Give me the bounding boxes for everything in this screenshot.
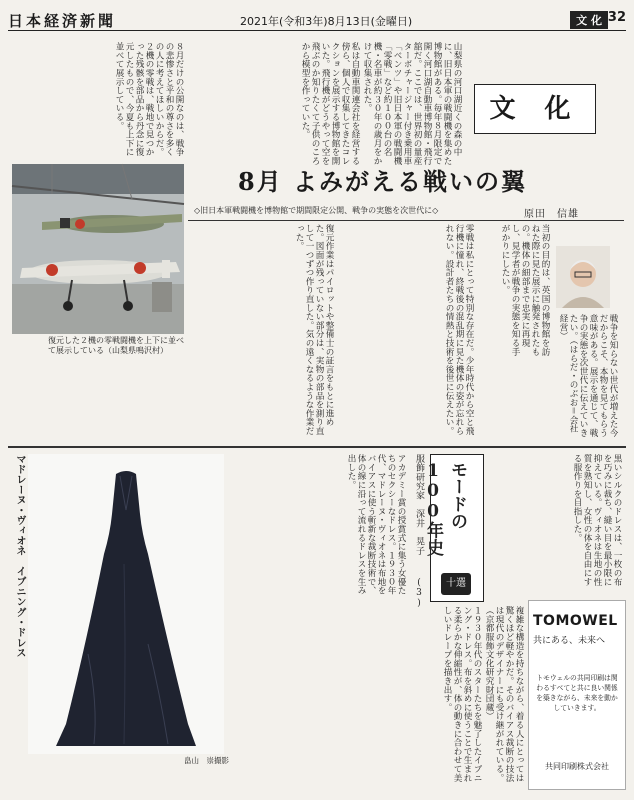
body-column: 山梨県の河口湖近くの森の中に、旧日本軍の戦闘機を集めた博物館がある。毎年８月限定で開く河口湖自動車博物館・飛行舘だ。ここでは、世界初の量産ターボチャージャー付き乗用車「ベンツ」や旧日本軍の戦闘機「零戦」など約１００台の名機・名車が約３０年の歳月をかけて収集された。 [362,42,462,166]
page-header [8,8,626,31]
body-column: 戦争を知らない世代が増えた今だからこそ、本物を見てもらう意味がある。展示を通じて、戦争の実態を次世代に伝えていきたい。（はらだ・のぶお＝会社経営） [558,314,618,438]
evening-dress-illustration [28,454,224,754]
byline: 原田 信雄 [524,209,579,220]
body-column: 復元作業はパイロットや整備士の証言をもとに進めた。図面が残っていない部分は、実物の部品を測り直して一つずつ作り直した。気の遠くなるような作業だった。 [294,224,334,436]
body-column: 複雑な構造を持ちながら、着る人にとっては驚くほど軽やかだ。そのバイアス裁断の技法は現代のデザイナーにも受け継がれている。（京都服飾文化研究財団蔵） [484,606,524,782]
fighter-plane-illustration [12,164,184,334]
item-title: マドレーヌ・ヴィオネ イブニング・ドレス [14,454,25,658]
installment-number: (3) [414,578,424,609]
body-column: 零戦は私にとって特別な存在だ。少年時代から空と飛行機に憧れ、終戦後の混乱期に見た機体の姿が忘れられない。設計者たちの情熱と技術を後世に伝えたい。 [444,224,474,436]
section-label: 文 化 [570,11,608,29]
body-column: 当初の目的は、英国の博物館を訪ねた際に見た展示に触発されたもの。機体の細部まで忠実に再現し、見学者が戦争の実態を知る手がかりにしたい。 [500,224,550,356]
subhead: ◇旧日本軍戦闘機を博物館で期間限定公開、戦争の実態を次世代に◇ [194,206,439,215]
headline: 8月 よみがえる戦いの翼 [238,167,528,196]
author-photo [556,246,610,308]
culture-badge [474,84,596,134]
zero-fighter-photo [12,164,184,334]
author-portrait [556,246,610,308]
body-column: １９３０年代のスターたちを魅了したイブニング・ドレス。布を斜めに使うことで生まれる柔らかな伸縮性が、体の動きに合わせて美しいドレープを描き出す。 [442,606,482,782]
ad-brand: TOMOWEL [533,613,618,629]
article-war-planes [8,34,626,444]
culture-badge-text: 文 化 [489,94,581,124]
body-column: ８月だけの公開なのは、戦争の悲惨さと平和の尊さを多くの人に考えてほしいからだ。２機の零戦は、戦地で見つかった残骸を部品から丹念に復元したもので、今夏も上下に並べて展示している。 [114,42,184,157]
article-mode-history [8,450,626,792]
divider [188,220,624,221]
photo-credit: 畠山 崇撮影 [184,756,229,765]
masthead: 日本経済新聞 [8,12,117,30]
dress-photo [28,454,224,754]
author: 服飾研究家 深井 晃子 [414,454,424,556]
ad-tagline: 共にある、未来へ [533,636,606,646]
series-tag: 十選 [441,573,471,595]
advertisement [528,600,626,790]
series-box [423,454,484,602]
body-column: アカデミー賞の授賞式に集う女優たちのセクシーなドレス。１９３０年代、マドレーヌ・ヴィオネは布地をバイアスに使う斬新な裁断技術で、体の線に沿って流れるドレスを生み出した。 [346,454,406,595]
body-column: 私は自動車関連会社を経営する傍ら、個人で収集してきたコレクションを展示する博物館を開いた。飛行機がどうやって空を飛ぶのか知りたくて子供のころから模型を作っていた。 [300,42,360,166]
page-number: 32 [607,10,626,25]
body-column: 黒いシルクのドレスは、一枚の布を巧みに裁ち、縫い目を最小限に抑えている。ヴィオネは生地の性質を熟知し、女性の体を自由にする服作りを目指した。 [572,454,622,586]
section-divider [8,446,626,448]
series-title: モードの100年史 [423,461,467,556]
issue-date: 2021年(令和3年)8月13日(金曜日) [240,15,413,28]
ad-company: 共同印刷株式会社 [545,762,609,771]
photo-caption: 復元した２機の零戦闘機を上下に並べて展示している（山梨県鳴沢村） [48,336,184,355]
ad-body: トモウェルの共同印刷は関わるすべてと共に良い関係を築きながら、未来を動かしていきます。 [536,674,618,712]
